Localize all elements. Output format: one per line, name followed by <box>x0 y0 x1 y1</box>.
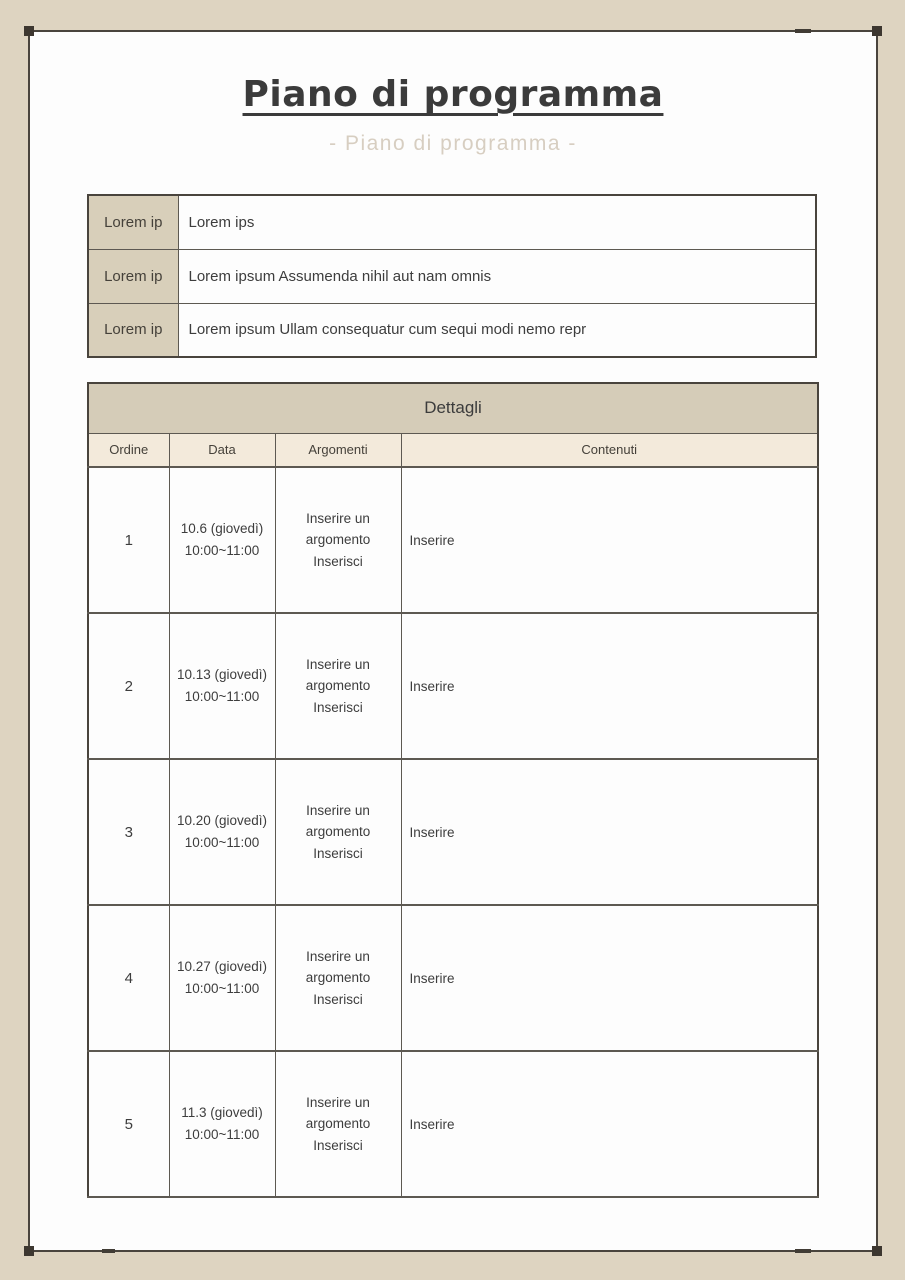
cell-contenuti[interactable]: Inserire <box>401 613 818 759</box>
border-mark <box>795 29 811 33</box>
topic-subtext: Inserisci <box>313 1137 363 1153</box>
info-table-row <box>88 303 816 357</box>
details-column-header: Data <box>169 433 275 467</box>
info-table <box>87 194 817 358</box>
info-row-value[interactable]: Lorem ipsum Assumenda nihil aut nam omnis <box>178 249 816 303</box>
info-row-value[interactable]: Lorem ipsum Ullam consequatur cum sequi modi nemo repr <box>178 303 816 357</box>
topic-text: Inserire un argomento <box>305 802 371 840</box>
cell-argomenti[interactable] <box>275 467 401 613</box>
border-mark <box>795 1249 811 1253</box>
topic-text: Inserire un argomento <box>305 510 371 548</box>
time-text: 10:00~11:00 <box>184 543 260 558</box>
time-text: 10:00~11:00 <box>184 835 260 850</box>
details-title-row <box>88 383 818 433</box>
details-header-row <box>88 433 818 467</box>
info-row-label[interactable]: Lorem ip <box>88 249 178 303</box>
info-row-label[interactable]: Lorem ip <box>88 303 178 357</box>
cell-argomenti[interactable] <box>275 613 401 759</box>
topic-subtext: Inserisci <box>313 553 363 569</box>
topic-text: Inserire un argomento <box>305 948 371 986</box>
time-text: 10:00~11:00 <box>184 1127 260 1142</box>
details-column-header: Contenuti <box>401 433 818 467</box>
date-text: 11.3 (giovedì) <box>181 1105 263 1121</box>
cell-ordine[interactable]: 1 <box>88 467 169 613</box>
date-text: 10.27 (giovedì) <box>176 959 268 975</box>
cell-ordine[interactable]: 3 <box>88 759 169 905</box>
resize-handle-bottom-left[interactable] <box>24 1246 34 1256</box>
details-table-row <box>88 613 818 759</box>
date-text: 10.6 (giovedì) <box>180 521 264 537</box>
cell-argomenti[interactable] <box>275 905 401 1051</box>
date-text: 10.13 (giovedì) <box>176 667 268 683</box>
topic-subtext: Inserisci <box>313 991 363 1007</box>
info-row-label[interactable]: Lorem ip <box>88 195 178 249</box>
cell-argomenti[interactable] <box>275 759 401 905</box>
info-table-row <box>88 249 816 303</box>
topic-text: Inserire un argomento <box>305 656 371 694</box>
cell-contenuti[interactable]: Inserire <box>401 905 818 1051</box>
cell-data[interactable] <box>169 759 275 905</box>
cell-contenuti[interactable]: Inserire <box>401 759 818 905</box>
resize-handle-top-right[interactable] <box>872 26 882 36</box>
cell-contenuti[interactable]: Inserire <box>401 467 818 613</box>
time-text: 10:00~11:00 <box>184 981 260 996</box>
info-row-value[interactable]: Lorem ips <box>178 195 816 249</box>
cell-ordine[interactable]: 4 <box>88 905 169 1051</box>
details-table-row <box>88 467 818 613</box>
cell-argomenti[interactable] <box>275 1051 401 1197</box>
time-text: 10:00~11:00 <box>184 689 260 704</box>
details-table <box>87 382 819 1198</box>
cell-data[interactable] <box>169 467 275 613</box>
border-mark <box>102 1249 115 1253</box>
details-table-row <box>88 905 818 1051</box>
info-table-row <box>88 195 816 249</box>
date-text: 10.20 (giovedì) <box>176 813 268 829</box>
resize-handle-top-left[interactable] <box>24 26 34 36</box>
details-column-header: Argomenti <box>275 433 401 467</box>
cell-ordine[interactable]: 2 <box>88 613 169 759</box>
cell-ordine[interactable]: 5 <box>88 1051 169 1197</box>
details-table-row <box>88 1051 818 1197</box>
cell-data[interactable] <box>169 905 275 1051</box>
details-table-title: Dettagli <box>88 383 818 433</box>
topic-subtext: Inserisci <box>313 699 363 715</box>
page-subtitle: - Piano di programma - <box>329 132 577 155</box>
cell-contenuti[interactable]: Inserire <box>401 1051 818 1197</box>
topic-subtext: Inserisci <box>313 845 363 861</box>
page-title: Piano di programma <box>242 74 664 115</box>
document-page[interactable] <box>28 30 878 1252</box>
details-table-row <box>88 759 818 905</box>
cell-data[interactable] <box>169 613 275 759</box>
details-column-header: Ordine <box>88 433 169 467</box>
resize-handle-bottom-right[interactable] <box>872 1246 882 1256</box>
topic-text: Inserire un argomento <box>305 1094 371 1132</box>
cell-data[interactable] <box>169 1051 275 1197</box>
